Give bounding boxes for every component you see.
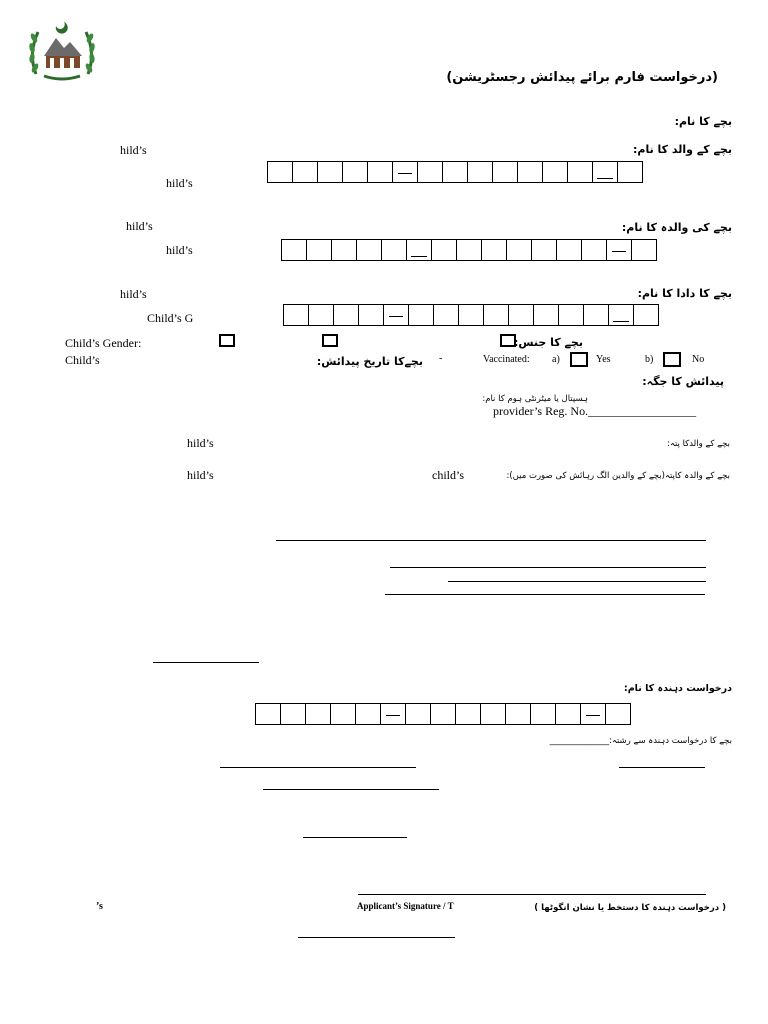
emblem-icon bbox=[26, 18, 98, 84]
father-name-label: بچے کے والد کا نام: bbox=[632, 143, 732, 156]
father-en-label-1: hild’s bbox=[120, 143, 147, 157]
address-line-2[interactable] bbox=[390, 567, 706, 568]
mother-address-label: بچے کے والدہ کاپتہ(بچے کے والدین الگ رہائش کی صورت میں): bbox=[506, 471, 730, 481]
dob-en-label: Child’s bbox=[65, 353, 100, 367]
grandfather-name-label: بچے کا دادا کا نام: bbox=[637, 287, 732, 300]
option-b-label: b) bbox=[645, 354, 654, 365]
address-line-1[interactable] bbox=[276, 540, 706, 541]
emblem-logo bbox=[26, 18, 98, 84]
no-label: No bbox=[692, 354, 705, 365]
relation-line-4[interactable] bbox=[303, 837, 407, 838]
birthplace-label: پیدائش کا جگہ: bbox=[642, 375, 724, 388]
hospital-label: ہسپتال یا میٹرنٹی ہوم کا نام: bbox=[482, 394, 588, 404]
mother-en-label-2: hild’s bbox=[166, 243, 193, 257]
mother-name-boxes[interactable] bbox=[282, 239, 657, 261]
address-line-4[interactable] bbox=[385, 594, 705, 595]
child-name-label: بچے کا نام: bbox=[674, 115, 732, 128]
signature-line[interactable] bbox=[358, 894, 706, 895]
applicant-name-boxes[interactable] bbox=[256, 703, 631, 725]
gender-checkbox-1[interactable] bbox=[219, 334, 235, 347]
provider-reg-label: provider’s Reg. No.__________________ bbox=[493, 404, 697, 418]
relation-line-1[interactable] bbox=[220, 767, 416, 768]
grandfather-en-label-1: hild’s bbox=[120, 287, 147, 301]
vaccinated-no-checkbox[interactable] bbox=[663, 352, 681, 367]
father-en-label-2: hild’s bbox=[166, 176, 193, 190]
address-line-3[interactable] bbox=[448, 581, 706, 582]
relation-line-3[interactable] bbox=[263, 789, 439, 790]
signature-label: ( درخواست دہندہ کا دستخط یا نشان انگوٹھا ) bbox=[534, 903, 726, 913]
father-address-en-label: hild’s bbox=[187, 436, 214, 450]
signature-en-label: Applicant’s Signature / T bbox=[357, 901, 454, 911]
mother-address-en-label-2: child’s bbox=[432, 468, 464, 482]
gender-en-label: Child’s Gender: bbox=[65, 336, 142, 350]
option-a-label: a) bbox=[552, 354, 560, 365]
vaccinated-yes-checkbox[interactable] bbox=[570, 352, 588, 367]
mother-name-label: بچے کی والدہ کا نام: bbox=[621, 221, 732, 234]
yes-label: Yes bbox=[596, 354, 611, 365]
gender-label: بچے کا جنس: bbox=[513, 336, 583, 349]
form-title: (درخواست فارم برائے پیدائش رجسٹریشن) bbox=[446, 70, 718, 85]
dob-label: بچےکا تاریخ پیدائش: bbox=[316, 355, 423, 368]
dob-dash: - bbox=[439, 353, 443, 364]
grandfather-name-boxes[interactable] bbox=[284, 304, 659, 326]
signature-en-prefix: ’s bbox=[96, 901, 103, 912]
mother-address-en-label-1: hild’s bbox=[187, 468, 214, 482]
vaccinated-label: Vaccinated: bbox=[483, 354, 530, 365]
relation-line-2[interactable] bbox=[619, 767, 705, 768]
address-line-5[interactable] bbox=[153, 662, 259, 663]
applicant-name-label: درخواست دہندہ کا نام: bbox=[623, 683, 732, 694]
father-name-boxes[interactable] bbox=[268, 161, 643, 183]
mother-en-label-1: hild’s bbox=[126, 219, 153, 233]
grandfather-en-label-2: Child’s G bbox=[147, 311, 194, 325]
relation-label: بچے کا درخواست دہندہ سے رشتہ:______________ bbox=[549, 736, 732, 746]
father-address-label: بچے کے والدکا پتہ: bbox=[667, 439, 730, 449]
gender-checkbox-2[interactable] bbox=[322, 334, 338, 347]
bottom-line[interactable] bbox=[298, 937, 455, 938]
